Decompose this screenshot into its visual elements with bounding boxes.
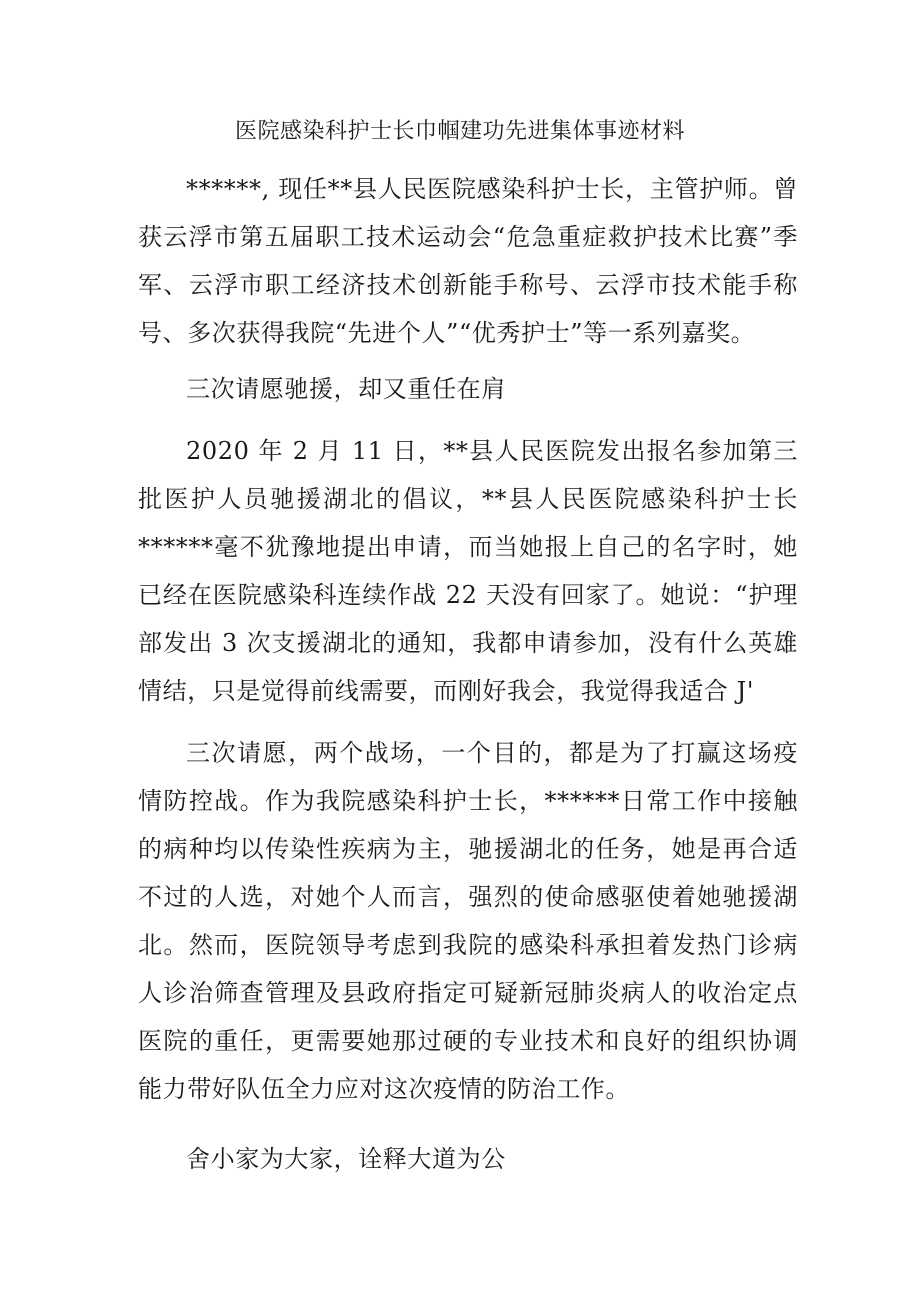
paragraph-intro: ******, 现任**县人民医院感染科护士长，主管护师。曾获云浮市第五届职工技术运动会“危急重症救护技术比赛”季军、云浮市职工经济技术创新能手称号、云浮市技术能手称号、多次获得我院“先进个人”“优秀护士”等一系列嘉奖。 xyxy=(138,175,798,347)
document-body xyxy=(138,165,798,1183)
paragraph-application: 2020 年 2 月 11 日，**县人民医院发出报名参加第三批医护人员驰援湖北的倡议，**县人民医院感染科护士长******毫不犹豫地提出申请，而当她报上自己的名字时，她已经在医院感染科连续作战 22 天没有回家了。她说：“护理部发出 3 次支援湖北的通知，我都申请参加，没有什么英雄情结，只是觉得前线需要，而刚好我会，我觉得我适合 J' xyxy=(138,437,798,705)
section-heading-2: 舍小家为大家，诠释大道为公 xyxy=(186,1145,506,1173)
section-heading-1: 三次请愿驰援，却又重任在肩 xyxy=(186,375,506,403)
document-title: 医院感染科护士长巾帼建功先进集体事迹材料 xyxy=(234,119,685,144)
paragraph-responsibility: 三次请愿，两个战场，一个目的，都是为了打赢这场疫情防控战。作为我院感染科护士长，******日常工作中接触的病种均以传染性疾病为主，驰援湖北的任务，她是再合适不过的人选，对她个人而言，强烈的使命感驱使着她驰援湖北。然而，医院领导考虑到我院的感染科承担着发热门诊病人诊治筛查管理及县政府指定可疑新冠肺炎病人的收治定点医院的重任，更需要她那过硬的专业技术和良好的组织协调能力带好队伍全力应对这次疫情的防治工作。 xyxy=(138,739,798,1103)
